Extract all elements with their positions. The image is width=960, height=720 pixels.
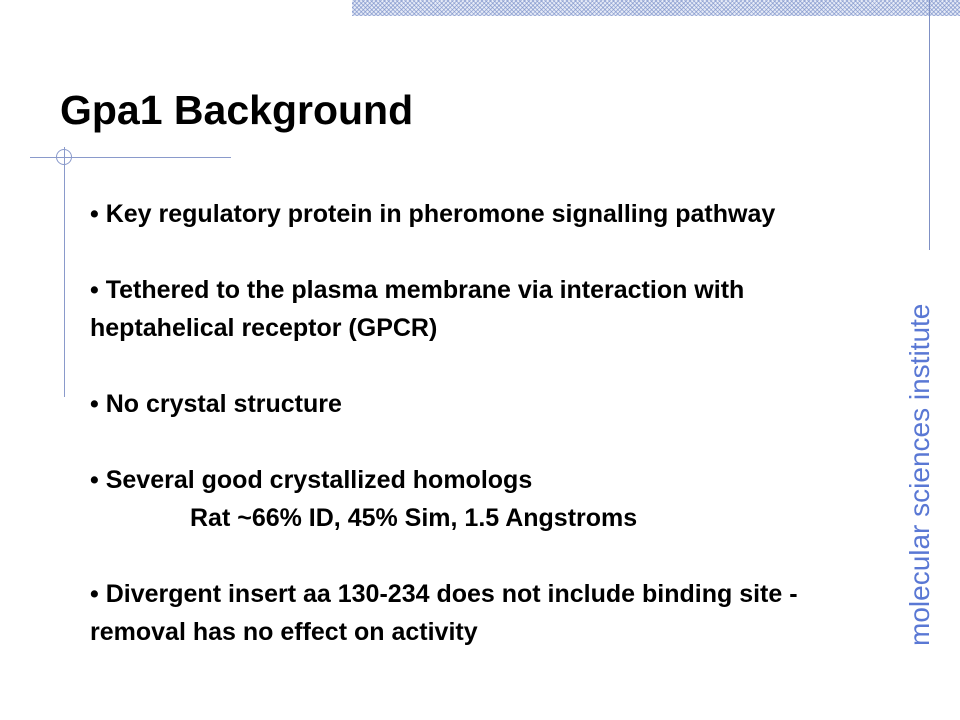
accent-circle — [56, 149, 72, 165]
slide-title: Gpa1 Background — [60, 87, 414, 133]
bullet-text: No crystal structure — [105, 390, 342, 418]
bullet-text: Tethered to the plasma membrane via interaction with heptahelical receptor (GPCR) — [90, 276, 745, 342]
bullet-item — [90, 271, 880, 347]
bullet-item — [90, 575, 880, 651]
bullet-item — [90, 195, 880, 233]
bullet-marker: • — [90, 276, 99, 304]
bullet-marker: • — [90, 580, 99, 608]
bullet-list — [90, 195, 880, 651]
bullet-item — [90, 461, 880, 537]
bullet-text: Several good crystallized homologs — [105, 466, 533, 494]
bullet-text: Divergent insert aa 130-234 does not include binding site - removal has no effect on activity — [90, 580, 798, 646]
bullet-subtext: Rat ~66% ID, 45% Sim, 1.5 Angstroms — [190, 504, 638, 532]
bullet-item — [90, 385, 880, 423]
bullet-marker: • — [90, 390, 99, 418]
bullet-marker: • — [90, 466, 99, 494]
top-hatch-band — [352, 0, 960, 16]
side-label: molecular sciences institute — [904, 303, 935, 646]
bullet-marker: • — [90, 200, 99, 228]
left-accent-line — [64, 147, 65, 397]
right-accent-line — [929, 0, 930, 250]
bullet-text: Key regulatory protein in pheromone signalling pathway — [105, 200, 776, 228]
